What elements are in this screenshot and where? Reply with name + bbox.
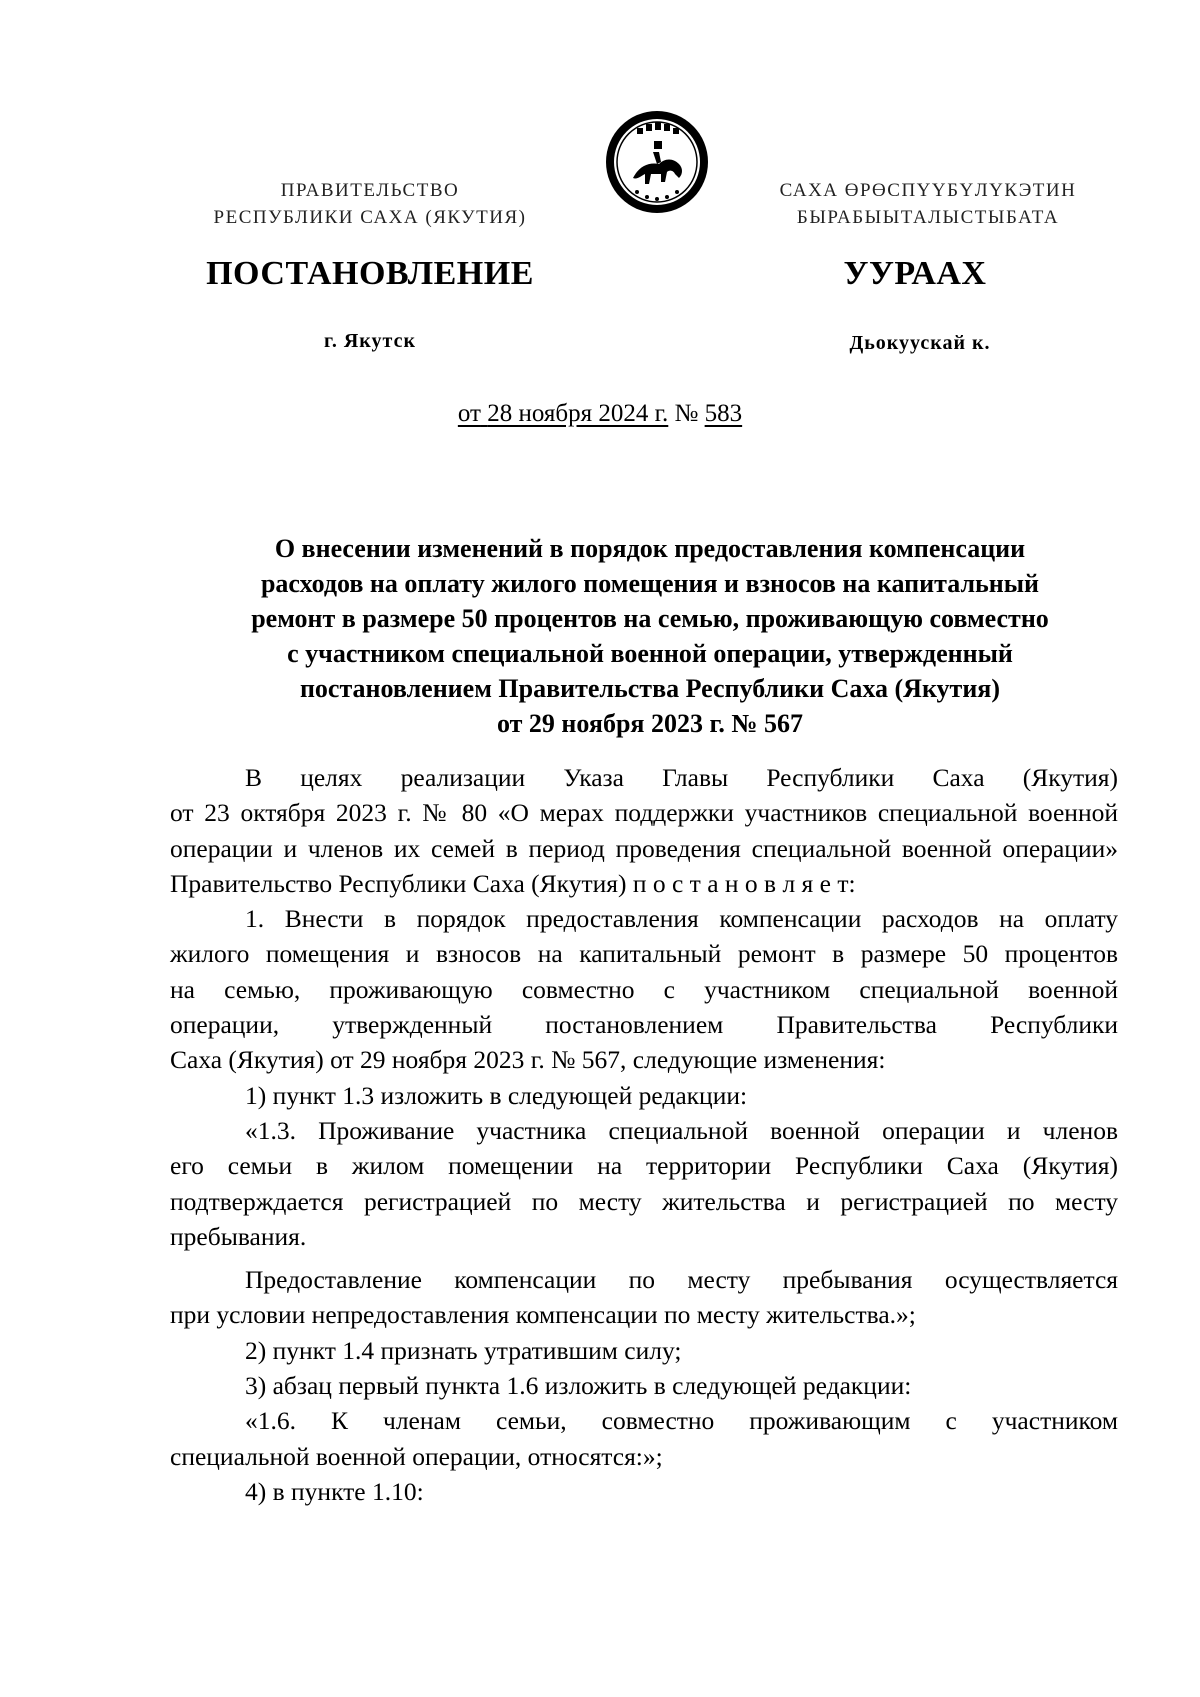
text-line: В целях реализации Указа Главы Республики Саха (Якутия) — [245, 763, 1118, 792]
paragraph-item-1 — [170, 901, 1118, 1077]
paragraph-subitem-3: 3) абзац первый пункта 1.6 изложить в следующей редакции: — [245, 1371, 912, 1401]
resolution-number: 583 — [704, 400, 743, 427]
gov-name-ru-line1: ПРАВИТЕЛЬСТВО — [280, 180, 460, 201]
title-line: с участником специальной военной операции, утвержденный — [287, 639, 1013, 668]
city-russian: г. Якутск — [324, 330, 416, 352]
sakha-coat-of-arms-icon — [603, 108, 711, 216]
text-line: операции и членов их семей в период проведения специальной военной операции» — [170, 833, 1118, 863]
title-line: постановлением Правительства Республики Саха (Якутия) — [299, 674, 1001, 703]
document-title — [170, 531, 1130, 741]
date-prefix: от — [457, 400, 481, 427]
text-line: его семьи в жилом помещении на территории Республики Саха (Якутия) — [170, 1151, 1118, 1181]
title-line: от 29 ноября 2023 г. № 567 — [496, 709, 803, 738]
paragraph-subitem-4: 4) в пункте 1.10: — [245, 1476, 424, 1506]
resolution-date: 28 ноября 2024 г. — [487, 400, 669, 427]
title-line: О внесении изменений в порядок предоставления компенсации — [274, 534, 1026, 563]
text-line: 1. Внести в порядок предоставления компенсации расходов на оплату — [245, 904, 1118, 934]
title-line: ремонт в размере 50 процентов на семью, проживающую совместно — [251, 604, 1049, 633]
doc-type-russian: ПОСТАНОВЛЕНИЕ — [206, 255, 534, 292]
gov-name-sakha-line1: САХА ӨРӨСПҮҮБҮЛҮКЭТИН — [779, 180, 1077, 201]
text-line: операции, утвержденный постановлением Правительства Республики — [170, 1010, 1118, 1040]
text-line: Предоставление компенсации по месту пребывания осуществляется — [245, 1265, 1118, 1295]
number-sign: № — [674, 400, 699, 427]
text-line: на семью, проживающую совместно с участником специальной военной — [170, 974, 1118, 1004]
text-line: подтверждается регистрацией по месту жительства и регистрацией по месту — [170, 1186, 1118, 1216]
text-line: жилого помещения и взносов на капитальный ремонт в размере 50 процентов — [170, 939, 1118, 969]
text-line: при условии непредоставления компенсации по месту жительства.»; — [170, 1300, 916, 1330]
text-line: Правительство Республики Саха (Якутия) п о с т а н о в л я е т: — [170, 868, 856, 898]
gov-name-ru-line2: РЕСПУБЛИКИ САХА (ЯКУТИЯ) — [213, 207, 527, 228]
paragraph-preamble — [170, 760, 1118, 901]
resolution-date-number — [0, 400, 1200, 428]
title-line: расходов на оплату жилого помещения и взносов на капитальный — [260, 569, 1040, 598]
text-line: от 23 октября 2023 г. № 80 «О мерах поддержки участников специальной военной — [170, 798, 1118, 828]
text-line: Саха (Якутия) от 29 ноября 2023 г. № 567, следующие изменения: — [170, 1045, 886, 1075]
text-line: «1.6. К членам семьи, совместно проживающим с участником — [245, 1406, 1118, 1436]
paragraph-subitem-2: 2) пункт 1.4 признать утратившим силу; — [245, 1335, 682, 1365]
document-body — [170, 760, 1118, 1509]
paragraph-quote-continuation — [170, 1262, 1118, 1333]
text-line: пребывания. — [170, 1221, 307, 1251]
government-name-russian — [180, 177, 560, 231]
paragraph-subitem-1: 1) пункт 1.3 изложить в следующей редакции: — [245, 1080, 748, 1110]
city-sakha: Дьокуускай к. — [849, 332, 991, 354]
text-line: «1.3. Проживание участника специальной военной операции и членов — [245, 1115, 1118, 1145]
text-line: специальной военной операции, относятся:»; — [170, 1441, 663, 1471]
government-name-sakha — [748, 177, 1108, 231]
paragraph-quote-1-3 — [170, 1113, 1118, 1254]
gov-name-sakha-line2: БЫРАБЫЫТАЛЫСТЫБАТА — [796, 207, 1060, 228]
doc-type-sakha: УУРААХ — [843, 255, 987, 292]
paragraph-quote-1-6 — [170, 1403, 1118, 1474]
